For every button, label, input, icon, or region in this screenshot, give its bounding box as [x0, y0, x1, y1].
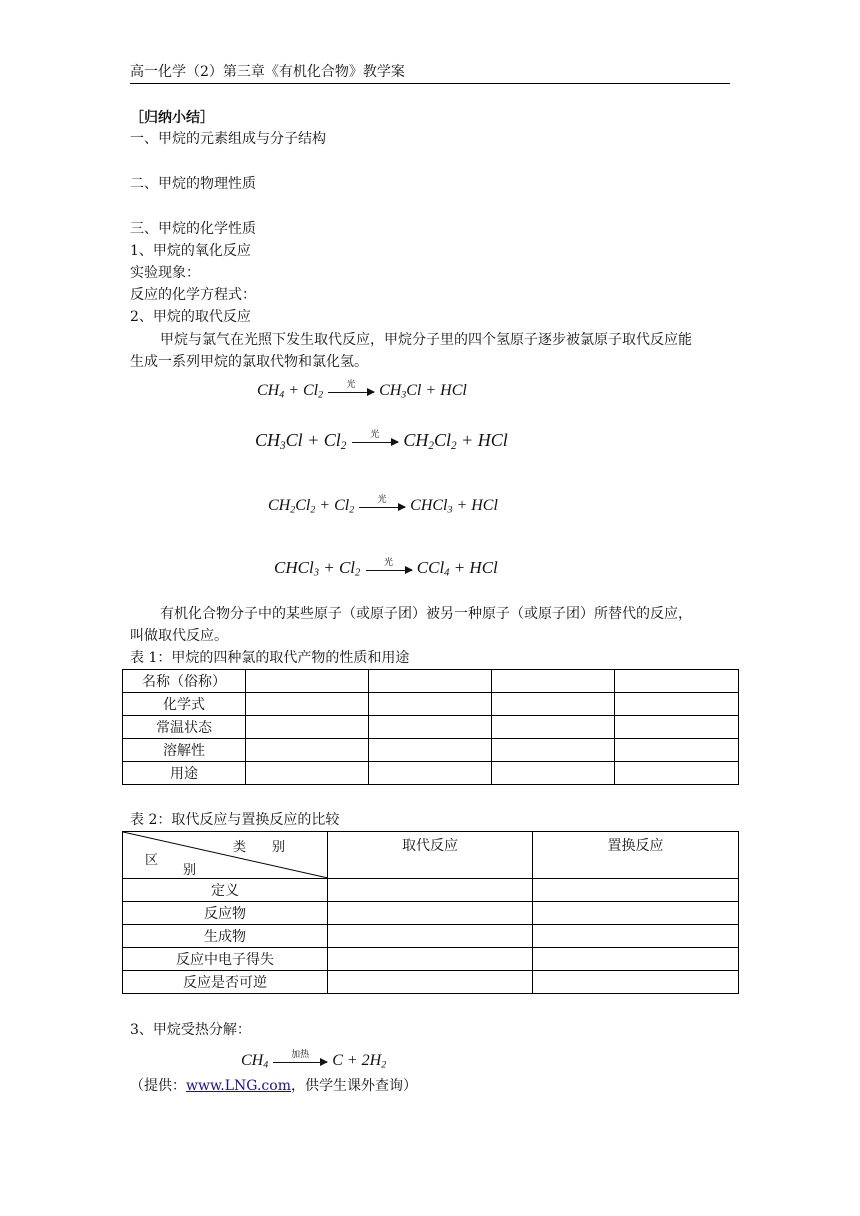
table1-row-label: 名称（俗称）	[123, 670, 246, 693]
table-row	[123, 716, 739, 739]
phenomenon-label: 实验现象：	[130, 265, 200, 281]
table1	[122, 669, 739, 785]
footer-note	[130, 1076, 417, 1096]
equation-2: $CH_3Cl + Cl_2$ 光 $CH_2Cl_2$ + HCl	[255, 430, 508, 452]
table-cell	[615, 716, 739, 739]
table-cell	[492, 716, 615, 739]
table-cell	[328, 971, 533, 994]
reaction-arrow: 光	[359, 505, 405, 508]
footer-prefix: （提供：	[130, 1078, 186, 1094]
table-cell	[533, 902, 739, 925]
section-1-heading: 一、甲烷的元素组成与分子结构	[130, 131, 326, 147]
table2-col-substitution: 取代反应	[328, 832, 533, 879]
page-header: 高一化学（2）第三章《有机化合物》教学案	[130, 62, 730, 84]
table2-col-replacement: 置换反应	[533, 832, 739, 879]
table-cell	[533, 879, 739, 902]
equation-5: $CH_4$ 加热 $C + 2H_2$	[241, 1049, 387, 1071]
corner-left-label: 区	[145, 853, 159, 868]
table-cell	[369, 716, 492, 739]
table-row	[123, 832, 739, 879]
definition-line2: 叫做取代反应。	[130, 628, 228, 644]
table-cell	[369, 693, 492, 716]
table-row	[123, 925, 739, 948]
table-cell	[533, 948, 739, 971]
subsection-substitution: 2、甲烷的取代反应	[130, 309, 251, 325]
table-cell	[492, 670, 615, 693]
table-cell	[615, 670, 739, 693]
table1-row-label: 化学式	[123, 693, 246, 716]
source-link[interactable]: www.LNG.com	[186, 1078, 291, 1094]
equation-3: $CH_2Cl_2 + Cl_2$ 光 CHCl$_3$ + HCl	[268, 494, 498, 516]
table2-row-label: 定义	[123, 879, 328, 902]
table-cell	[328, 902, 533, 925]
subsection-oxidation: 1、甲烷的氧化反应	[130, 243, 251, 259]
table-cell	[246, 762, 369, 785]
table1-caption: 表 1：甲烷的四种氯的取代产物的性质和用途	[130, 650, 410, 666]
table-row	[123, 948, 739, 971]
table-row	[123, 739, 739, 762]
reaction-arrow: 加热	[273, 1060, 327, 1063]
table-cell	[328, 925, 533, 948]
table-cell	[492, 693, 615, 716]
paragraph-substitution-line2: 生成一系列甲烷的氯取代物和氯化氢。	[130, 354, 368, 370]
table2-row-label: 反应物	[123, 902, 328, 925]
table-row	[123, 762, 739, 785]
table-cell	[246, 693, 369, 716]
corner-top-label: 类 别	[233, 840, 286, 855]
table-row	[123, 971, 739, 994]
table2-corner-header	[123, 832, 328, 879]
table-row	[123, 879, 739, 902]
table-cell	[369, 762, 492, 785]
paragraph-substitution-line1: 甲烷与氯气在光照下发生取代反应，甲烷分子里的四个氢原子逐步被氯原子取代反应能	[160, 332, 692, 348]
table-cell	[328, 948, 533, 971]
table-cell	[328, 879, 533, 902]
equation-4: CHCl$_3$ + $Cl_2$ 光 CCl$_4$ + HCl	[274, 557, 498, 579]
table2-caption: 表 2：取代反应与置换反应的比较	[130, 812, 340, 828]
reaction-arrow: 光	[366, 568, 412, 571]
definition-line1: 有机化合物分子中的某些原子（或原子团）被另一种原子（或原子团）所替代的反应，	[160, 606, 692, 622]
footer-suffix: ，供学生课外查询）	[290, 1078, 417, 1094]
table-cell	[615, 693, 739, 716]
table2	[122, 831, 739, 994]
table1-row-label: 常温状态	[123, 716, 246, 739]
table-cell	[615, 762, 739, 785]
table-cell	[533, 925, 739, 948]
table-cell	[246, 716, 369, 739]
table-row	[123, 902, 739, 925]
table-cell	[492, 739, 615, 762]
equation-label: 反应的化学方程式：	[130, 287, 256, 303]
table1-row-label: 用途	[123, 762, 246, 785]
table-cell	[246, 670, 369, 693]
table2-row-label: 反应是否可逆	[123, 971, 328, 994]
table1-row-label: 溶解性	[123, 739, 246, 762]
section-3-heading: 三、甲烷的化学性质	[130, 221, 256, 237]
table2-row-label: 反应中电子得失	[123, 948, 328, 971]
table-cell	[369, 670, 492, 693]
table2-row-label: 生成物	[123, 925, 328, 948]
table-cell	[492, 762, 615, 785]
table-cell	[533, 971, 739, 994]
reaction-arrow: 光	[328, 390, 374, 393]
subsection-decomposition: 3、甲烷受热分解：	[130, 1022, 251, 1038]
reaction-arrow: 光	[352, 440, 398, 443]
table-cell	[246, 739, 369, 762]
table-cell	[369, 739, 492, 762]
table-cell	[615, 739, 739, 762]
table-row	[123, 693, 739, 716]
summary-title: ［归纳小结］	[130, 110, 214, 126]
table-row	[123, 670, 739, 693]
equation-1: $CH_4 + Cl_2$ 光 $CH_3Cl$ + HCl	[257, 379, 467, 401]
section-2-heading: 二、甲烷的物理性质	[130, 176, 256, 192]
corner-bottom-label: 别	[183, 863, 197, 878]
